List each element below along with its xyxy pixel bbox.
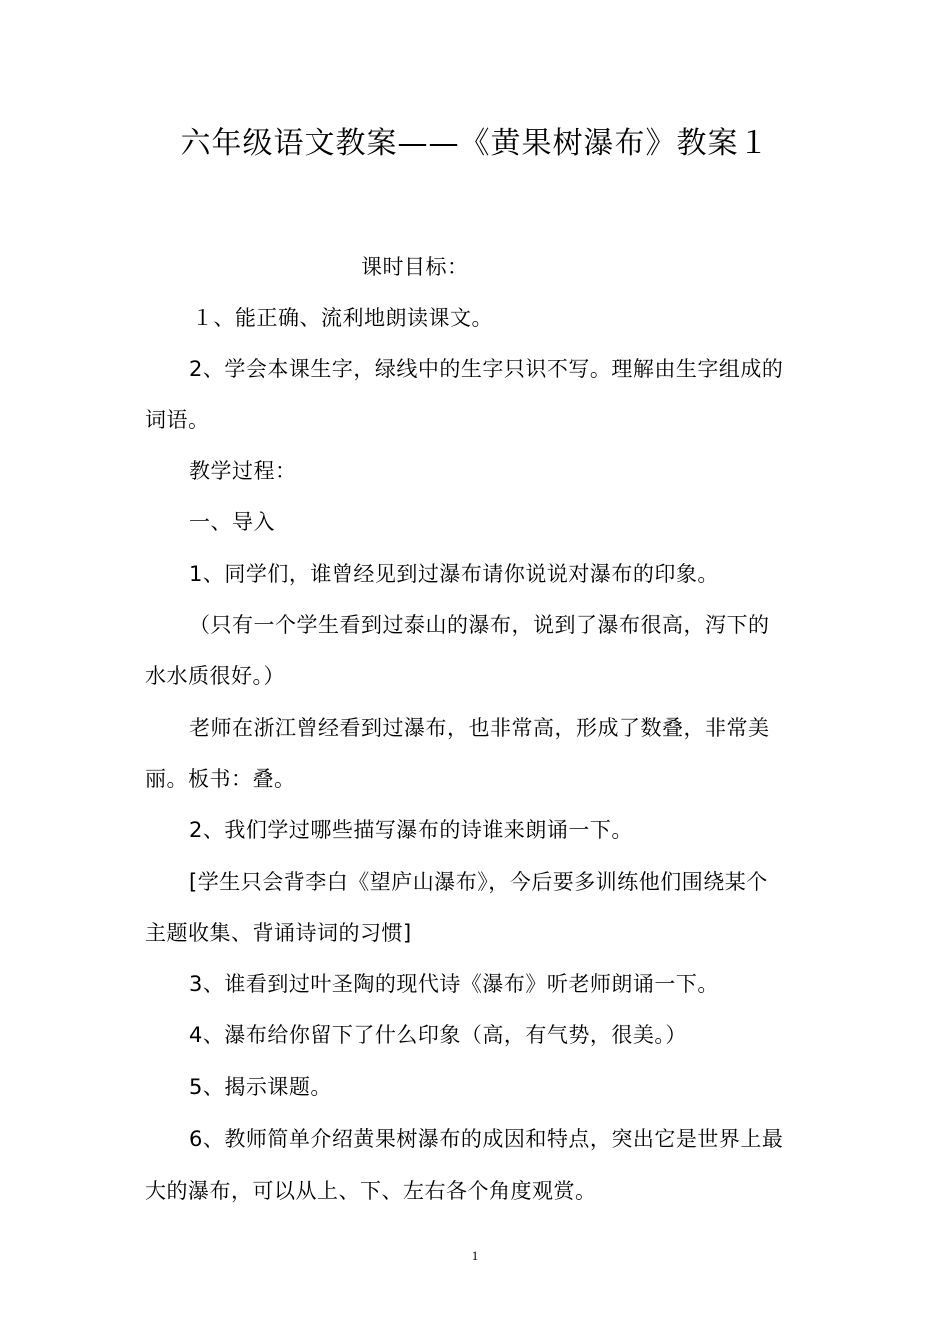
paragraph-line: 课时目标： xyxy=(361,255,469,279)
paragraph-line: １、能正确、流利地朗读课文。 xyxy=(192,306,493,330)
paragraph-line: 3、谁看到过叶圣陶的现代诗《瀑布》听老师朗诵一下。 xyxy=(189,972,719,996)
paragraph-line: 1、同学们，谁曾经见到过瀑布请你说说对瀑布的印象。 xyxy=(189,562,719,586)
document-title: 六年级语文教案——《黄果树瀑布》教案１ xyxy=(180,126,770,161)
paragraph-line: 词语。 xyxy=(145,408,210,432)
paragraph-line: 大的瀑布，可以从上、下、左右各个角度观赏。 xyxy=(145,1179,597,1203)
page-number: 1 xyxy=(471,1248,479,1263)
paragraph-line: 4、瀑布给你留下了什么印象（高，有气势，很美。） xyxy=(189,1023,687,1047)
paragraph-line: 2、学会本课生字，绿线中的生字只识不写。理解由生字组成的 xyxy=(189,357,784,381)
paragraph-line: 老师在浙江曾经看到过瀑布，也非常高，形成了数叠，非常美 xyxy=(189,716,770,740)
paragraph-line: 5、揭示课题。 xyxy=(189,1075,332,1099)
paragraph-line: 水水质很好。） xyxy=(145,664,285,688)
paragraph-line: （只有一个学生看到过泰山的瀑布，说到了瀑布很高，泻下的 xyxy=(189,613,770,637)
paragraph-line: 丽。板书：叠。 xyxy=(145,767,296,791)
paragraph-line: 2、我们学过哪些描写瀑布的诗谁来朗诵一下。 xyxy=(189,818,633,842)
paragraph-line: 一、导入 xyxy=(189,510,275,534)
paragraph-line: [学生只会背李白《望庐山瀑布》，今后要多训练他们围绕某个 xyxy=(189,870,768,894)
paragraph-line: 主题收集、背诵诗词的习惯] xyxy=(145,921,412,945)
paragraph-line: 6、教师简单介绍黄果树瀑布的成因和特点，突出它是世界上最 xyxy=(189,1127,784,1151)
paragraph-line: 教学过程： xyxy=(189,459,297,483)
